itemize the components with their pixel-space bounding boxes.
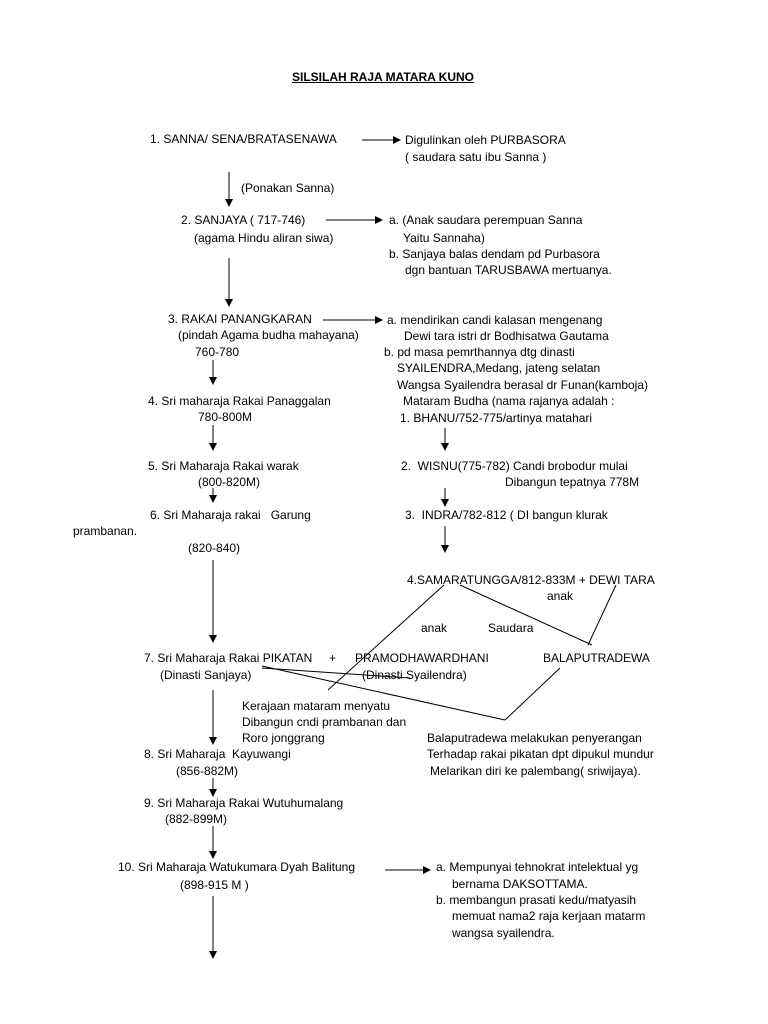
king-2-note: (agama Hindu aliran siwa) — [194, 231, 334, 245]
anak-label-1: anak — [547, 589, 574, 603]
king-6-note: prambanan. — [73, 524, 138, 538]
note-3a: a. mendirikan candi kalasan mengenang — [387, 313, 603, 327]
king-9-years: (882-899M) — [165, 812, 228, 826]
queen-pramodha-dynasty: (Dinasti Syailendra) — [362, 668, 467, 682]
king-5-name: 5. Sri Maharaja Rakai warak — [148, 459, 299, 473]
king-2-name: 2. SANJAYA ( 717-746) — [181, 213, 306, 227]
kerajaan-note-3: Roro jonggrang — [242, 731, 325, 745]
king-3-name: 3. RAKAI PANANGKARAN — [168, 312, 312, 326]
balaputradewa-name: BALAPUTRADEWA — [543, 651, 650, 665]
bala-note-2: Terhadap rakai pikatan dpt dipukul mundur — [427, 747, 654, 761]
king-9-name: 9. Sri Maharaja Rakai Wutuhumalang — [144, 796, 344, 810]
king-10-name: 10. Sri Maharaja Watukumara Dyah Balitung — [118, 860, 355, 874]
king-5-years: (800-820M) — [198, 475, 261, 489]
syailendra-2b: Dibangun tepatnya 778M — [505, 475, 640, 489]
note-3b3: Wangsa Syailendra berasal dr Funan(kamboja) — [397, 378, 649, 392]
note-10a2: bernama DAKSOTTAMA. — [452, 877, 588, 891]
king-8-years: (856-882M) — [176, 764, 239, 778]
syailendra-3: 3. INDRA/782-812 ( DI bangun klurak — [405, 508, 608, 522]
bala-note-1: Balaputradewa melakukan penyerangan — [427, 731, 642, 745]
note-3a2: Dewi tara istri dr Bodhisatwa Gautama — [404, 329, 609, 343]
note-2b2: dgn bantuan TARUSBAWA mertuanya. — [405, 263, 612, 277]
ponakan-label: (Ponakan Sanna) — [241, 181, 335, 195]
kerajaan-note-2: Dibangun cndi prambanan dan — [242, 715, 407, 729]
note-3b2: SYAILENDRA,Medang, jateng selatan — [397, 361, 601, 375]
note-3b4: Mataram Budha (nama rajanya adalah : — [403, 394, 615, 408]
king-4-name: 4. Sri maharaja Rakai Panaggalan — [148, 394, 331, 408]
king-3-note: (pindah Agama budha mahayana) — [178, 328, 359, 342]
king-7-name: 7. Sri Maharaja Rakai PIKATAN + — [144, 651, 336, 665]
saudara-label: Saudara — [488, 621, 534, 635]
note-10b2: memuat nama2 raja kerjaan matarm — [452, 909, 646, 923]
note-10b: b. membangun prasati kedu/matyasih — [436, 893, 637, 907]
note-2a2: Yaitu Sannaha) — [403, 231, 485, 245]
note-2b: b. Sanjaya balas dendam pd Purbasora — [389, 247, 600, 261]
king-6-name: 6. Sri Maharaja rakai Garung — [150, 508, 311, 522]
syailendra-1: 1. BHANU/752-775/artinya matahari — [400, 411, 593, 425]
note-1b: ( saudara satu ibu Sanna ) — [405, 150, 547, 164]
king-1-name: 1. SANNA/ SENA/BRATASENAWA — [150, 132, 337, 146]
bala-note-3: Melarikan diri ke palembang( sriwijaya). — [430, 764, 641, 778]
note-3b: b. pd masa pemrthannya dtg dinasti — [384, 345, 575, 359]
king-3-years: 760-780 — [195, 345, 240, 359]
note-10b3: wangsa syailendra. — [452, 926, 555, 940]
line-pikatan-bala-2 — [505, 668, 560, 720]
note-1: Digulinkan oleh PURBASORA — [405, 133, 566, 147]
page-title: SILSILAH RAJA MATARA KUNO — [292, 70, 474, 84]
syailendra-2: 2. WISNU(775-782) Candi brobodur mulai — [401, 459, 628, 473]
king-4-years: 780-800M — [198, 410, 253, 424]
king-7-dynasty: (Dinasti Sanjaya) — [160, 668, 252, 682]
syailendra-4: 4.SAMARATUNGGA/812-833M + DEWI TARA — [407, 573, 655, 587]
note-2a: a. (Anak saudara perempuan Sanna — [389, 213, 583, 227]
anak-label-2: anak — [421, 621, 448, 635]
king-6-years: (820-840) — [188, 541, 241, 555]
kerajaan-note-1: Kerajaan mataram menyatu — [242, 699, 391, 713]
queen-pramodha-name: PRAMODHAWARDHANI — [355, 651, 489, 665]
king-8-name: 8. Sri Maharaja Kayuwangi — [144, 747, 291, 761]
line-dewitara-bala — [588, 585, 616, 645]
king-10-years: (898-915 M ) — [180, 878, 249, 892]
note-10a: a. Mempunyai tehnokrat intelektual yg — [436, 860, 639, 874]
